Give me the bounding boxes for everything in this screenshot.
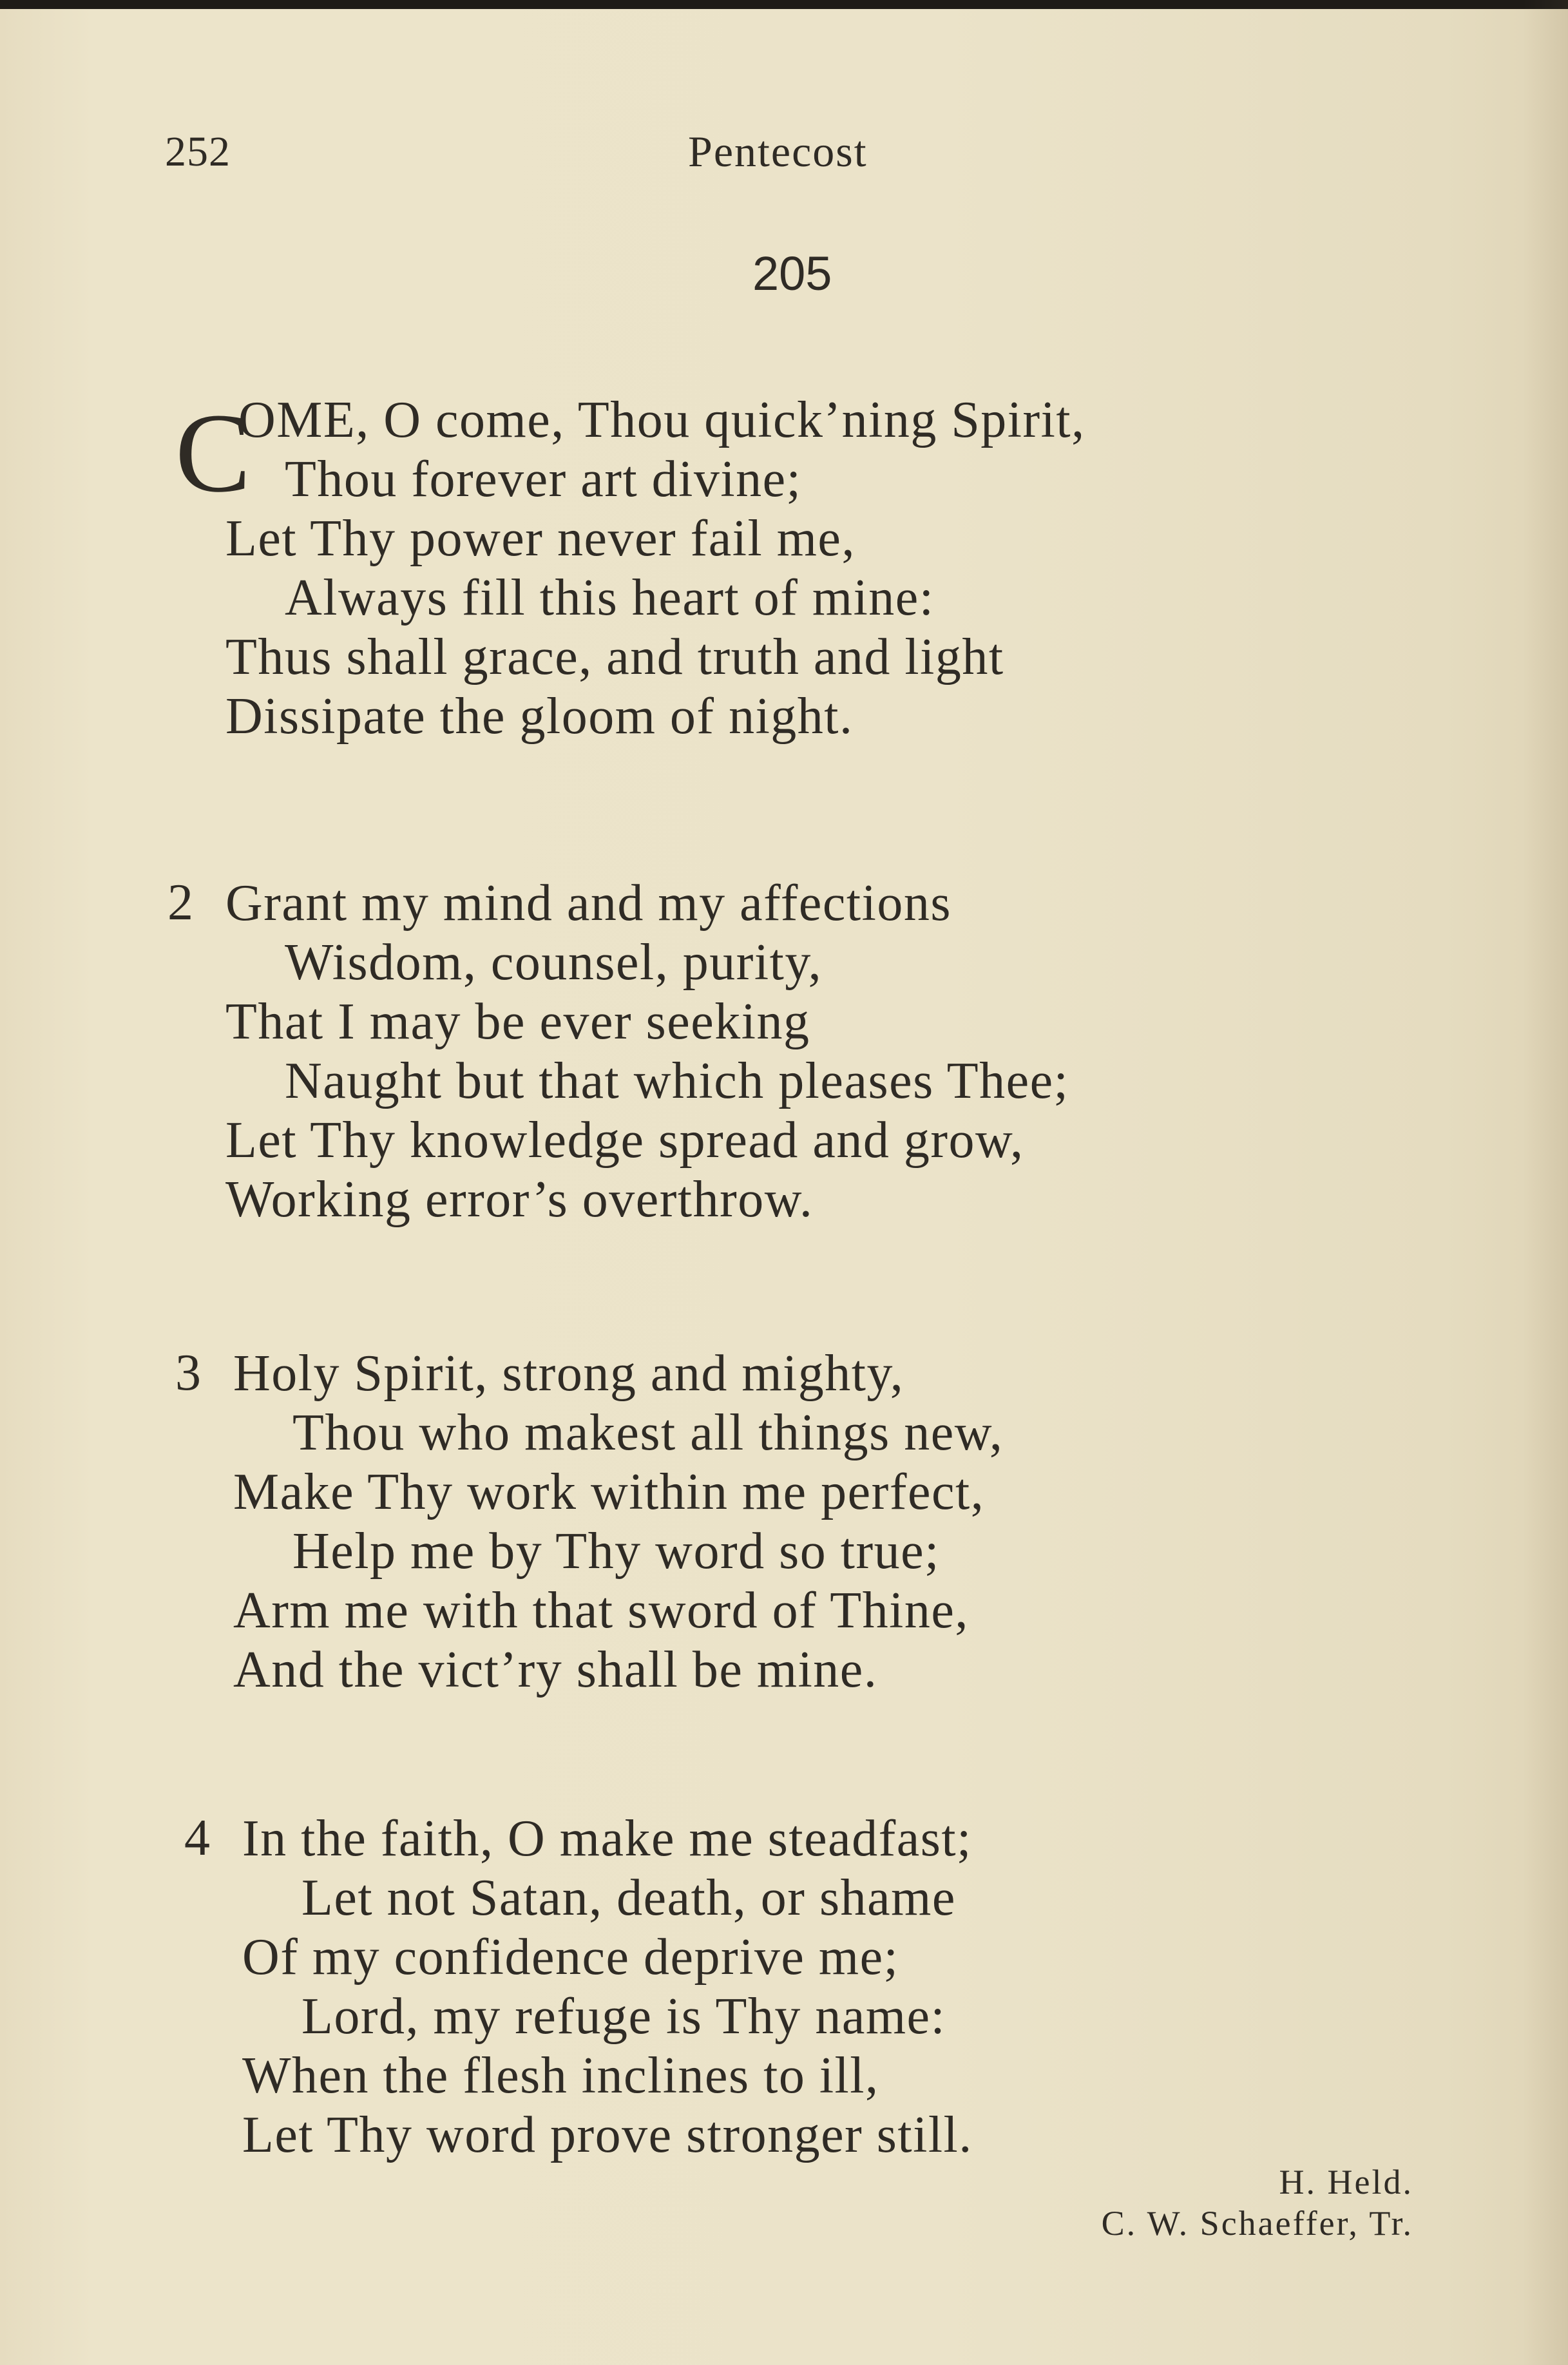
author-credit: H. Held.	[1279, 2163, 1413, 2201]
verse-line: Help me by Thy word so true;	[292, 1523, 940, 1580]
verse-line: Let Thy word prove stronger still.	[242, 2107, 973, 2163]
hymn-number: 205	[752, 247, 832, 300]
hymn-credits	[1102, 2161, 1413, 2244]
page-top-edge	[0, 0, 1568, 9]
verse-line: Let not Satan, death, or shame	[301, 1870, 956, 1926]
verse-line: Always fill this heart of mine:	[285, 570, 935, 626]
verse-line: Thus shall grace, and truth and light	[225, 629, 1004, 685]
translator-credit: C. W. Schaeffer, Tr.	[1101, 2204, 1413, 2243]
verse-line: Holy Spirit, strong and mighty,	[233, 1345, 904, 1402]
stanza-2	[167, 874, 1334, 1229]
verse-line: Working error’s overthrow.	[225, 1171, 814, 1228]
verse-line: OME, O come, Thou quick’ning Spirit,	[238, 392, 1085, 448]
stanza-3	[175, 1344, 1341, 1700]
stanza-1	[175, 390, 1334, 746]
verse-line: That I may be ever seeking	[225, 993, 810, 1050]
verse-line: Grant my mind and my affections	[225, 875, 952, 932]
verse-line: When the flesh inclines to ill,	[242, 2047, 879, 2104]
verse-line: Arm me with that sword of Thine,	[233, 1582, 969, 1639]
verse-line: Dissipate the gloom of night.	[225, 688, 854, 745]
verse-line: Make Thy work within me perfect,	[233, 1464, 985, 1520]
stanza-number: 2	[167, 874, 193, 931]
stanza-number: 3	[175, 1345, 201, 1401]
page-gutter-shadow	[1523, 0, 1568, 2365]
verse-line: Lord, my refuge is Thy name:	[301, 1988, 946, 2045]
drop-cap: C	[175, 390, 251, 516]
stanza-number: 4	[184, 1810, 210, 1866]
verse-line: Thou who makest all things new,	[292, 1404, 1004, 1461]
verse-line: In the faith, O make me steadfast;	[242, 1810, 972, 1867]
verse-line: Thou forever art divine;	[285, 451, 802, 508]
verse-line: And the vict’ry shall be mine.	[233, 1642, 878, 1698]
stanza-4	[184, 1809, 1350, 2165]
verse-line: Let Thy power never fail me,	[225, 510, 856, 567]
verse-line: Of my confidence deprive me;	[242, 1929, 899, 1986]
verse-line: Naught but that which pleases Thee;	[285, 1053, 1069, 1109]
verse-line: Wisdom, counsel, purity,	[285, 934, 823, 991]
running-head: Pentecost	[688, 127, 868, 176]
page-number: 252	[165, 128, 231, 175]
verse-line: Let Thy knowledge spread and grow,	[225, 1112, 1024, 1169]
